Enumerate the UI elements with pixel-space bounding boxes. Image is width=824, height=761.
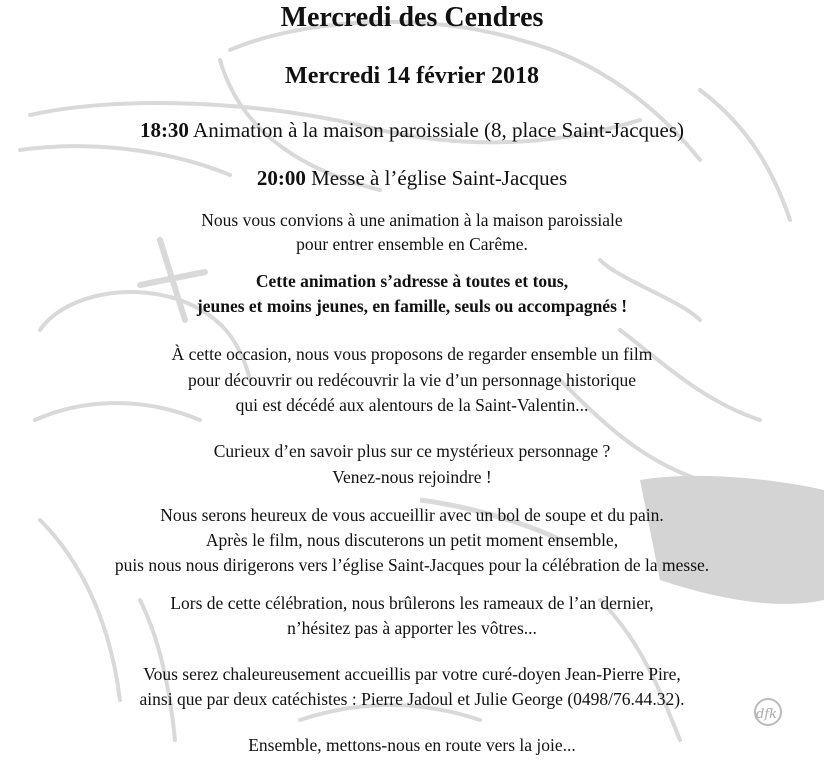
paragraph-line-bold: Cette animation s’adresse à toutes et tous, [255,271,569,291]
paragraph-line: puis nous nous dirigerons vers l’église Saint-Jacques pour la célébration de la messe. [114,555,710,575]
paragraph-line: Curieux d’en savoir plus sur ce mystérieux personnage ? [213,441,611,461]
paragraph-line: Lors de cette célébration, nous brûlerons les rameaux de l’an dernier, [170,593,654,613]
schedule-time: 18:30 [139,118,189,142]
schedule-text: Messe à l’église Saint-Jacques [305,166,568,190]
paragraph-line: À cette occasion, nous vous proposons de regarder ensemble un film [171,344,653,364]
page-title: Mercredi des Cendres [280,2,544,33]
paragraph-line: Vous serez chaleureusement accueillis par votre curé-doyen Jean-Pierre Pire, [143,664,681,684]
closing-line: Ensemble, mettons-nous en route vers la joie... [248,735,576,755]
paragraph-line: ainsi que par deux catéchistes : Pierre Jadoul et Julie George (0498/76.44.32). [139,689,685,709]
event-date: Mercredi 14 février 2018 [285,63,539,89]
paragraph-line: pour entrer ensemble en Carême. [296,234,528,254]
schedule-item-mass [0,166,824,191]
paragraph-line: qui est décédé aux alentours de la Saint-Valentin... [235,395,589,415]
paragraph-line: Nous serons heureux de vous accueillir avec un bol de soupe et du pain. [160,505,664,525]
paragraph-line: n’hésitez pas à apporter les vôtres... [287,618,537,638]
schedule-text: Animation à la maison paroissiale (8, place Saint-Jacques) [188,118,685,142]
paragraph-line: pour découvrir ou redécouvrir la vie d’un personnage historique [187,370,637,390]
paragraph-line: Nous vous convions à une animation à la maison paroissiale [201,210,623,230]
schedule-time: 20:00 [256,166,306,190]
paragraph-line: Après le film, nous discuterons un petit moment ensemble, [205,530,619,550]
paragraph-line: Venez-nous rejoindre ! [332,467,492,487]
svg-text:dfk: dfk [756,707,778,722]
paragraph-line-bold: jeunes et moins jeunes, en famille, seuls ou accompagnés ! [196,296,628,316]
schedule-item-animation [0,118,824,143]
